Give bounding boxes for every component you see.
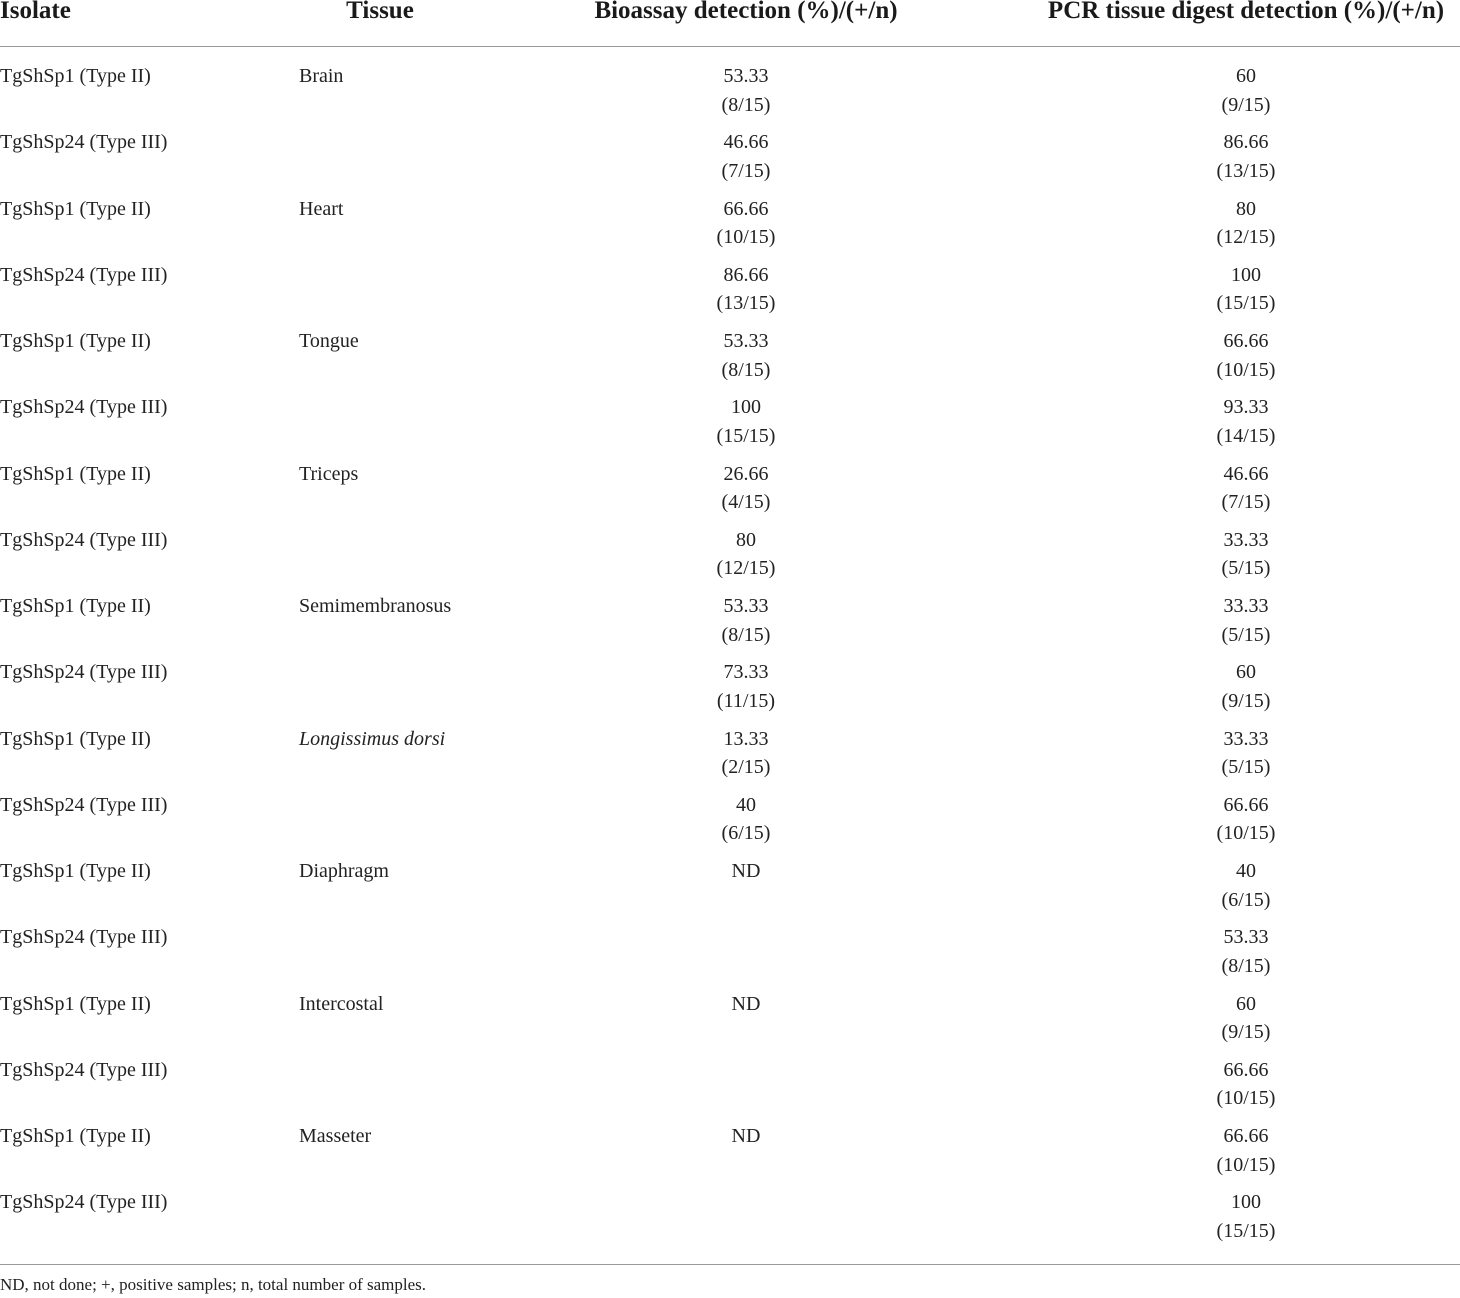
pcr-ratio: (9/15) xyxy=(1221,1021,1271,1043)
header-bioassay: Bioassay detection (%)/(+/n) xyxy=(594,0,898,24)
cell-isolate: TgShSp1 (Type II) xyxy=(0,462,151,485)
cell-isolate: TgShSp24 (Type III) xyxy=(0,396,168,419)
bioassay-percent: 53.33 xyxy=(723,595,769,617)
pcr-ratio: (5/15) xyxy=(1221,557,1271,580)
bioassay-percent: 80 xyxy=(735,528,756,551)
cell-pcr xyxy=(1217,327,1276,384)
pcr-ratio: (10/15) xyxy=(1216,822,1276,845)
pcr-ratio: (15/15) xyxy=(1216,292,1276,315)
cell-isolate: TgShSp24 (Type III) xyxy=(0,131,168,154)
cell-tissue: Diaphragm xyxy=(299,860,389,882)
bioassay-percent: 73.33 xyxy=(723,661,769,684)
cell-bioassay xyxy=(717,526,776,583)
cell-tissue: Semimembranosus xyxy=(299,595,452,617)
bioassay-ratio: (8/15) xyxy=(721,93,771,116)
pcr-ratio: (7/15) xyxy=(1221,491,1271,513)
cell-isolate: TgShSp24 (Type III) xyxy=(0,661,168,684)
table-row xyxy=(0,261,1460,327)
table-row xyxy=(0,658,1460,724)
bioassay-ratio: (10/15) xyxy=(716,226,776,248)
table-body xyxy=(0,62,1460,1255)
bioassay-percent: ND xyxy=(731,860,761,882)
cell-pcr xyxy=(1222,658,1271,715)
bioassay-percent: 13.33 xyxy=(723,727,769,750)
table-row xyxy=(0,1056,1460,1122)
bioassay-ratio: (2/15) xyxy=(721,756,771,778)
cell-isolate: TgShSp1 (Type II) xyxy=(0,330,151,352)
pcr-ratio: (6/15) xyxy=(1221,888,1271,911)
pcr-ratio: (10/15) xyxy=(1216,1087,1276,1110)
cell-tissue: Longissimus dorsi xyxy=(299,727,446,750)
pcr-percent: 100 xyxy=(1230,263,1261,286)
cell-pcr xyxy=(1217,1188,1276,1245)
pcr-percent: 66.66 xyxy=(1223,1058,1269,1081)
cell-pcr xyxy=(1217,1122,1276,1179)
table-row xyxy=(0,592,1460,658)
pcr-percent: 60 xyxy=(1235,992,1256,1015)
cell-pcr xyxy=(1217,1056,1276,1113)
pcr-ratio: (12/15) xyxy=(1216,226,1276,248)
pcr-ratio: (10/15) xyxy=(1216,358,1276,381)
pcr-percent: 66.66 xyxy=(1223,330,1269,352)
bioassay-percent: 53.33 xyxy=(723,65,769,87)
cell-pcr xyxy=(1217,128,1276,185)
pcr-percent: 33.33 xyxy=(1223,528,1269,551)
table-header xyxy=(0,0,1460,47)
bioassay-ratio: (13/15) xyxy=(716,292,776,315)
pcr-percent: 33.33 xyxy=(1223,727,1269,750)
cell-pcr xyxy=(1222,526,1271,583)
bioassay-percent: 40 xyxy=(735,793,756,816)
table-row xyxy=(0,526,1460,592)
cell-isolate: TgShSp1 (Type II) xyxy=(0,860,151,882)
pcr-ratio: (13/15) xyxy=(1216,159,1276,182)
cell-isolate: TgShSp1 (Type II) xyxy=(0,197,151,220)
table-row xyxy=(0,62,1460,128)
cell-isolate: TgShSp24 (Type III) xyxy=(0,1058,168,1081)
cell-isolate: TgShSp24 (Type III) xyxy=(0,926,168,949)
table-row xyxy=(0,791,1460,857)
cell-bioassay xyxy=(722,725,771,782)
bioassay-ratio: (11/15) xyxy=(716,689,776,712)
table-row xyxy=(0,393,1460,459)
pcr-percent: 100 xyxy=(1230,1191,1261,1214)
bioassay-percent: 53.33 xyxy=(723,330,769,352)
cell-pcr xyxy=(1222,62,1271,119)
bioassay-percent: 46.66 xyxy=(723,131,769,154)
cell-pcr xyxy=(1222,990,1271,1047)
cell-bioassay xyxy=(722,62,771,119)
pcr-percent: 33.33 xyxy=(1223,595,1269,617)
pcr-ratio: (9/15) xyxy=(1221,93,1271,116)
cell-pcr xyxy=(1217,393,1276,450)
table-row xyxy=(0,128,1460,194)
cell-pcr xyxy=(1222,460,1271,517)
cell-bioassay xyxy=(717,393,776,450)
bioassay-ratio: (7/15) xyxy=(721,159,771,182)
header-pcr: PCR tissue digest detection (%)/(+/n) xyxy=(1047,0,1445,24)
bioassay-percent: ND xyxy=(731,1125,761,1147)
table-row xyxy=(0,195,1460,261)
pcr-percent: 86.66 xyxy=(1223,131,1269,154)
pcr-percent: 93.33 xyxy=(1223,396,1269,419)
cell-isolate: TgShSp1 (Type II) xyxy=(0,1125,151,1147)
cell-pcr xyxy=(1217,261,1276,318)
cell-tissue: Intercostal xyxy=(299,992,384,1015)
bioassay-ratio: (12/15) xyxy=(716,557,776,580)
table-row xyxy=(0,1188,1460,1254)
bioassay-ratio: (15/15) xyxy=(716,424,776,447)
cell-bioassay xyxy=(732,990,761,1019)
cell-bioassay xyxy=(717,261,776,318)
cell-bioassay xyxy=(732,857,761,886)
header-isolate: Isolate xyxy=(0,0,71,24)
cell-pcr xyxy=(1222,857,1271,914)
cell-bioassay xyxy=(717,658,775,715)
cell-isolate: TgShSp24 (Type III) xyxy=(0,1191,168,1214)
cell-isolate: TgShSp1 (Type II) xyxy=(0,595,151,617)
cell-pcr xyxy=(1222,923,1271,980)
table-row xyxy=(0,460,1460,526)
pcr-percent: 60 xyxy=(1235,65,1256,87)
bioassay-percent: 66.66 xyxy=(723,197,769,220)
pcr-percent: 80 xyxy=(1235,197,1256,220)
table-footnote: ND, not done; +, positive samples; n, total number of samples. xyxy=(0,1275,427,1294)
pcr-ratio: (5/15) xyxy=(1221,623,1271,646)
bioassay-ratio: (4/15) xyxy=(721,491,771,513)
table-bottom-rule xyxy=(0,1264,1460,1265)
cell-pcr xyxy=(1217,791,1276,848)
bioassay-percent: 86.66 xyxy=(723,263,769,286)
cell-tissue: Brain xyxy=(299,65,344,87)
table-row xyxy=(0,725,1460,791)
bioassay-ratio: (6/15) xyxy=(721,822,771,845)
cell-isolate: TgShSp1 (Type II) xyxy=(0,65,151,87)
bioassay-percent: 100 xyxy=(730,396,761,419)
cell-bioassay xyxy=(722,327,771,384)
cell-bioassay xyxy=(732,1122,761,1151)
cell-bioassay xyxy=(722,791,771,848)
pcr-ratio: (10/15) xyxy=(1216,1153,1276,1176)
cell-bioassay xyxy=(722,128,771,185)
bioassay-ratio: (8/15) xyxy=(721,358,771,381)
table-row xyxy=(0,1122,1460,1188)
pcr-percent: 40 xyxy=(1235,860,1256,882)
cell-isolate: TgShSp1 (Type II) xyxy=(0,727,151,750)
cell-isolate: TgShSp24 (Type III) xyxy=(0,793,168,816)
cell-bioassay xyxy=(717,195,776,252)
pcr-ratio: (9/15) xyxy=(1221,689,1271,712)
cell-isolate: TgShSp24 (Type III) xyxy=(0,263,168,286)
bioassay-percent: 26.66 xyxy=(723,462,769,485)
cell-tissue: Triceps xyxy=(299,462,359,485)
pcr-percent: 66.66 xyxy=(1223,793,1269,816)
pcr-ratio: (14/15) xyxy=(1216,424,1276,447)
table-row xyxy=(0,327,1460,393)
table-row xyxy=(0,990,1460,1056)
bioassay-percent: ND xyxy=(731,992,761,1015)
pcr-ratio: (5/15) xyxy=(1221,756,1271,778)
table-row xyxy=(0,857,1460,923)
cell-isolate: TgShSp24 (Type III) xyxy=(0,528,168,551)
cell-tissue: Masseter xyxy=(299,1125,372,1147)
pcr-percent: 66.66 xyxy=(1223,1125,1269,1147)
cell-pcr xyxy=(1222,592,1271,649)
pcr-percent: 60 xyxy=(1235,661,1256,684)
pcr-ratio: (15/15) xyxy=(1216,1219,1276,1242)
cell-tissue: Heart xyxy=(299,197,344,220)
table-row xyxy=(0,923,1460,989)
cell-tissue: Tongue xyxy=(299,330,359,352)
cell-isolate: TgShSp1 (Type II) xyxy=(0,992,151,1015)
pcr-percent: 46.66 xyxy=(1223,462,1269,485)
cell-pcr xyxy=(1217,195,1276,252)
pcr-ratio: (8/15) xyxy=(1221,954,1271,977)
cell-pcr xyxy=(1222,725,1271,782)
header-tissue: Tissue xyxy=(346,0,414,24)
bioassay-ratio: (8/15) xyxy=(721,623,771,646)
pcr-percent: 53.33 xyxy=(1223,926,1269,949)
cell-bioassay xyxy=(722,460,771,517)
cell-bioassay xyxy=(722,592,771,649)
